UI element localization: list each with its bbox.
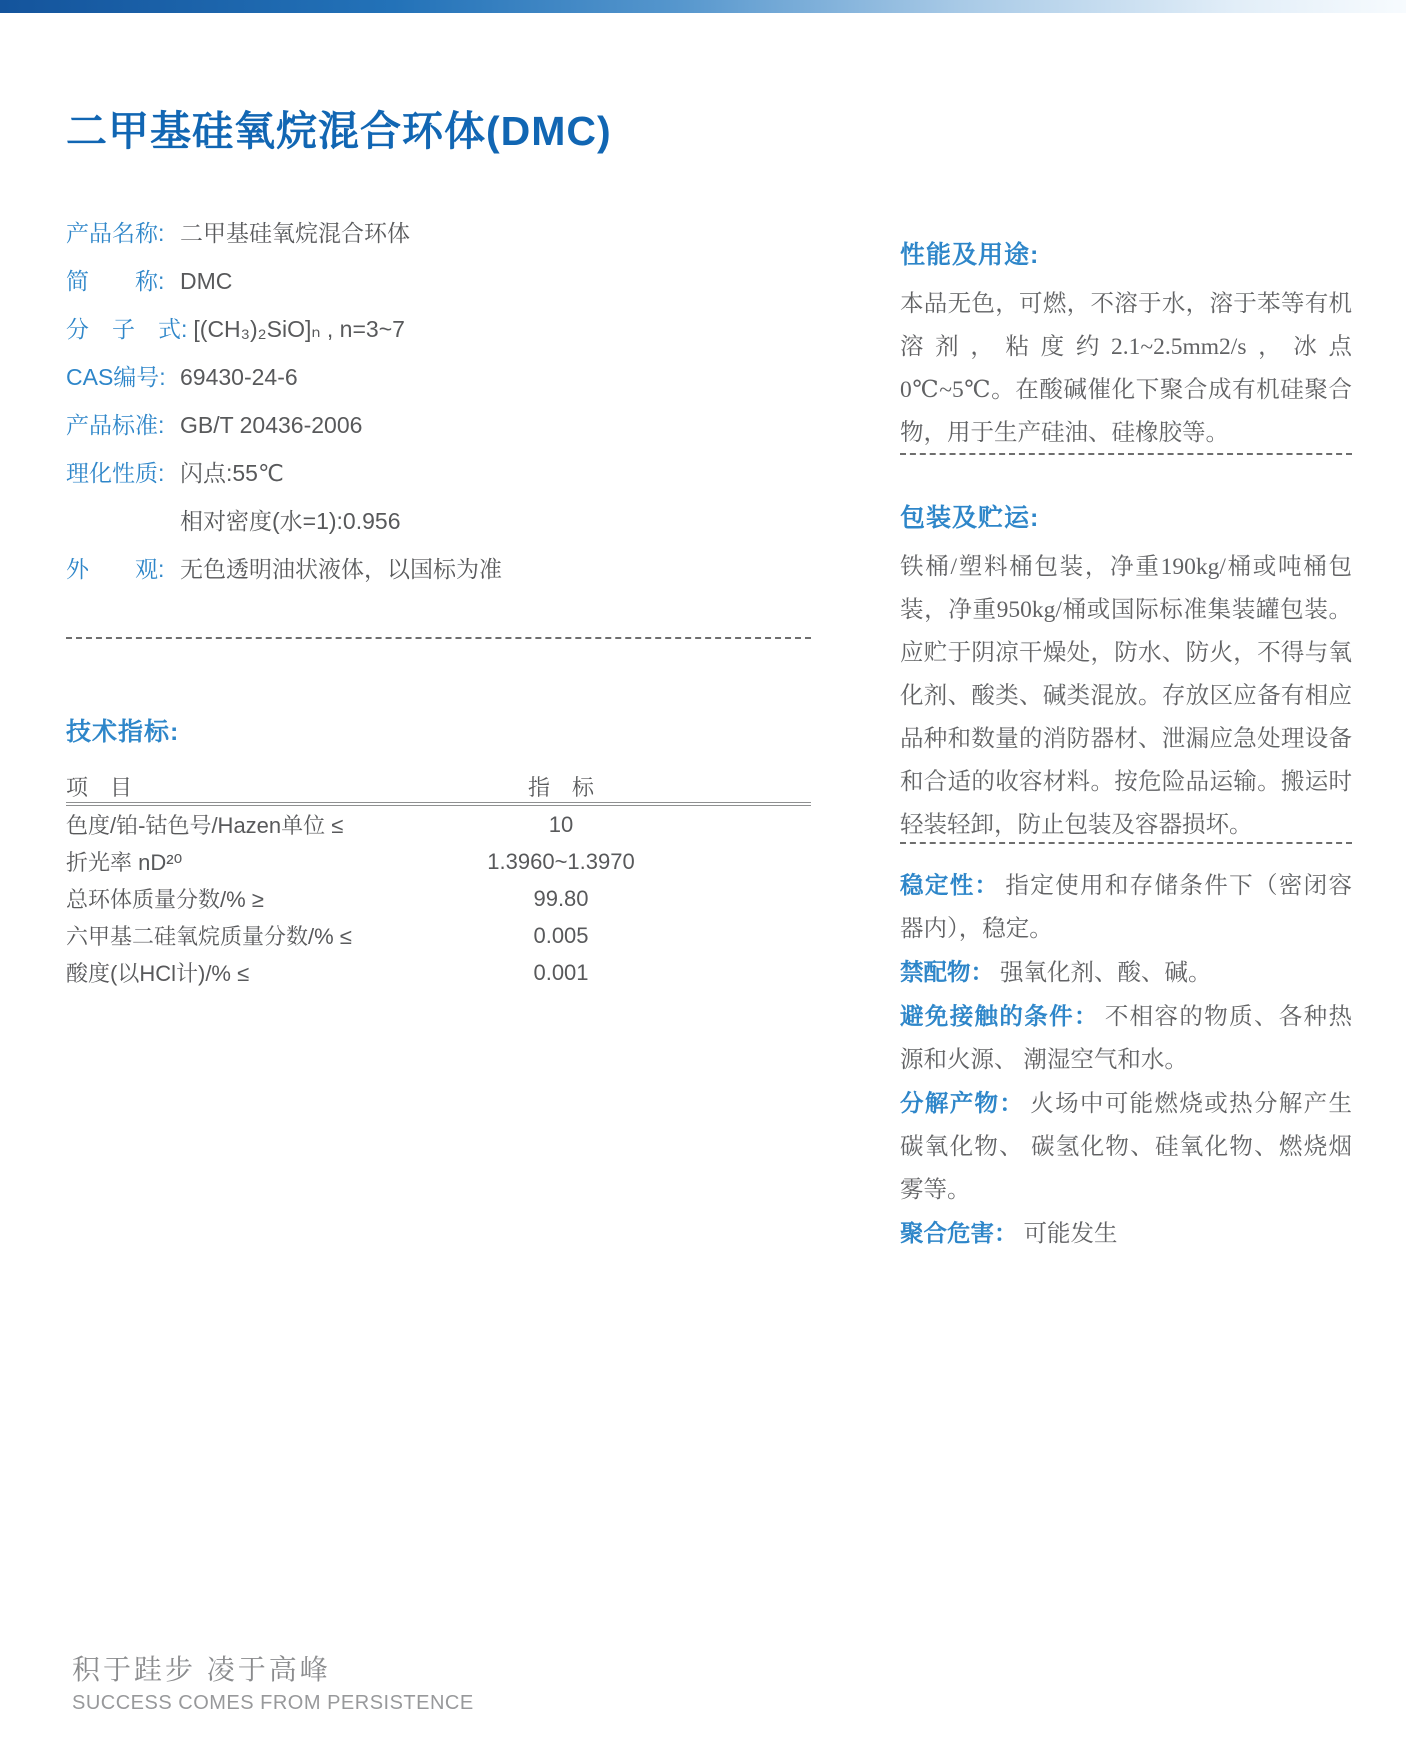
table-row — [66, 954, 811, 991]
info-value: 69430-24-6 — [180, 364, 298, 390]
row-item: 六甲基二硅氧烷质量分数/% ≤ — [66, 924, 352, 949]
info-value: GB/T 20436-2006 — [180, 412, 363, 438]
safety-text: 不相容的物质、各种热源和火源、 潮湿空气和水。 — [900, 1004, 1353, 1073]
row-item: 酸度(以HCl计)/% ≤ — [66, 961, 250, 986]
info-label: 产品标准: — [66, 412, 165, 438]
section-packaging — [900, 498, 1352, 847]
safety-text: 强氧化剂、酸、碱。 — [1000, 960, 1212, 986]
product-info-block — [66, 209, 746, 593]
safety-label: 稳定性： — [900, 872, 1000, 898]
info-value: 闪点:55℃ — [180, 460, 284, 486]
row-value: 0.001 — [533, 959, 589, 985]
row-item: 色度/铂-钴色号/Hazen单位 ≤ — [66, 813, 344, 838]
row-value: 10 — [548, 811, 574, 837]
info-row-formula — [66, 305, 746, 353]
info-row-product-name — [66, 209, 746, 257]
info-label: CAS编号: — [66, 364, 166, 390]
column-header-value: 指 标 — [527, 774, 594, 800]
safety-text: 可能发生 — [1023, 1221, 1118, 1247]
table-row — [66, 917, 811, 954]
section-safety — [900, 864, 1352, 1256]
info-value: 相对密度(水=1):0.956 — [180, 508, 401, 534]
info-label: 产品名称: — [66, 220, 165, 246]
table-row — [66, 880, 811, 917]
safety-text: 指定使用和存储条件下（密闭容器内），稳定。 — [900, 873, 1353, 942]
top-gradient-bar — [0, 0, 1406, 13]
safety-label: 聚合危害： — [900, 1220, 1018, 1246]
dashed-divider-right-2 — [900, 842, 1352, 844]
info-row-cas — [66, 353, 746, 401]
table-row — [66, 806, 811, 843]
section-performance — [900, 235, 1352, 455]
column-header-item: 项 目 — [66, 774, 133, 800]
dashed-divider-left — [66, 637, 811, 639]
safety-entry-decomposition — [900, 1082, 1352, 1212]
info-row-density — [66, 497, 746, 545]
row-value: 0.005 — [533, 922, 589, 948]
info-value: 二甲基硅氧烷混合环体 — [180, 220, 410, 246]
footer-slogan-chinese: 积于跬步 凌于高峰 — [72, 1654, 331, 1685]
info-label: 简 称: — [66, 268, 165, 294]
footer-slogan-english: SUCCESS COMES FROM PERSISTENCE — [72, 1692, 474, 1714]
row-item: 折光率 nD²⁰ — [66, 850, 183, 875]
info-row-physchem — [66, 449, 746, 497]
packaging-body: 铁桶/塑料桶包装，净重190kg/桶或吨桶包装，净重950kg/桶或国际标准集装罐包装。应贮于阴凉干燥处，防水、防火，不得与氧化剂、酸类、碱类混放。存放区应备有相应品种和数量的消防器材、泄漏应急处理设备和合适的收容材料。按危险品运输。搬运时轻装轻卸，防止包装及容器损坏。 — [900, 554, 1352, 838]
footer — [72, 1648, 474, 1715]
table-row — [66, 843, 811, 880]
safety-label: 禁配物： — [900, 959, 994, 985]
safety-entry-polymerization — [900, 1212, 1352, 1256]
safety-label: 分解产物： — [900, 1090, 1025, 1116]
packaging-heading: 包装及贮运: — [900, 504, 1040, 532]
tech-spec-heading: 技术指标: — [66, 718, 180, 746]
row-value: 1.3960~1.3970 — [487, 848, 635, 874]
performance-heading: 性能及用途: — [900, 241, 1040, 269]
info-label: 分 子 式: — [66, 316, 188, 342]
safety-entry-incompatibles — [900, 951, 1352, 995]
spec-table-header — [66, 770, 811, 806]
row-item: 总环体质量分数/% ≥ — [66, 887, 264, 912]
safety-entry-stability — [900, 864, 1352, 951]
info-row-short-name — [66, 257, 746, 305]
safety-entry-conditions-to-avoid — [900, 995, 1352, 1082]
safety-label: 避免接触的条件： — [900, 1003, 1099, 1029]
info-row-appearance — [66, 545, 746, 593]
performance-body: 本品无色，可燃，不溶于水，溶于苯等有机溶剂，粘度约2.1~2.5mm2/s，冰点0℃~5℃。在酸碱催化下聚合成有机硅聚合物，用于生产硅油、硅橡胶等。 — [900, 291, 1352, 446]
info-value: 无色透明油状液体，以国标为准 — [180, 556, 502, 582]
dashed-divider-right-1 — [900, 453, 1352, 455]
info-value: [(CH₃)₂SiO]ₙ , n=3~7 — [193, 316, 405, 342]
spec-table — [66, 770, 811, 991]
page-title: 二甲基硅氧烷混合环体(DMC) — [66, 108, 612, 154]
row-value: 99.80 — [533, 885, 589, 911]
info-label: 理化性质: — [66, 460, 165, 486]
info-value: DMC — [180, 268, 233, 294]
safety-text: 火场中可能燃烧或热分解产生碳氧化物、 碳氢化物、硅氧化物、燃烧烟雾等。 — [900, 1091, 1353, 1203]
info-label: 外 观: — [66, 556, 165, 582]
info-row-standard — [66, 401, 746, 449]
